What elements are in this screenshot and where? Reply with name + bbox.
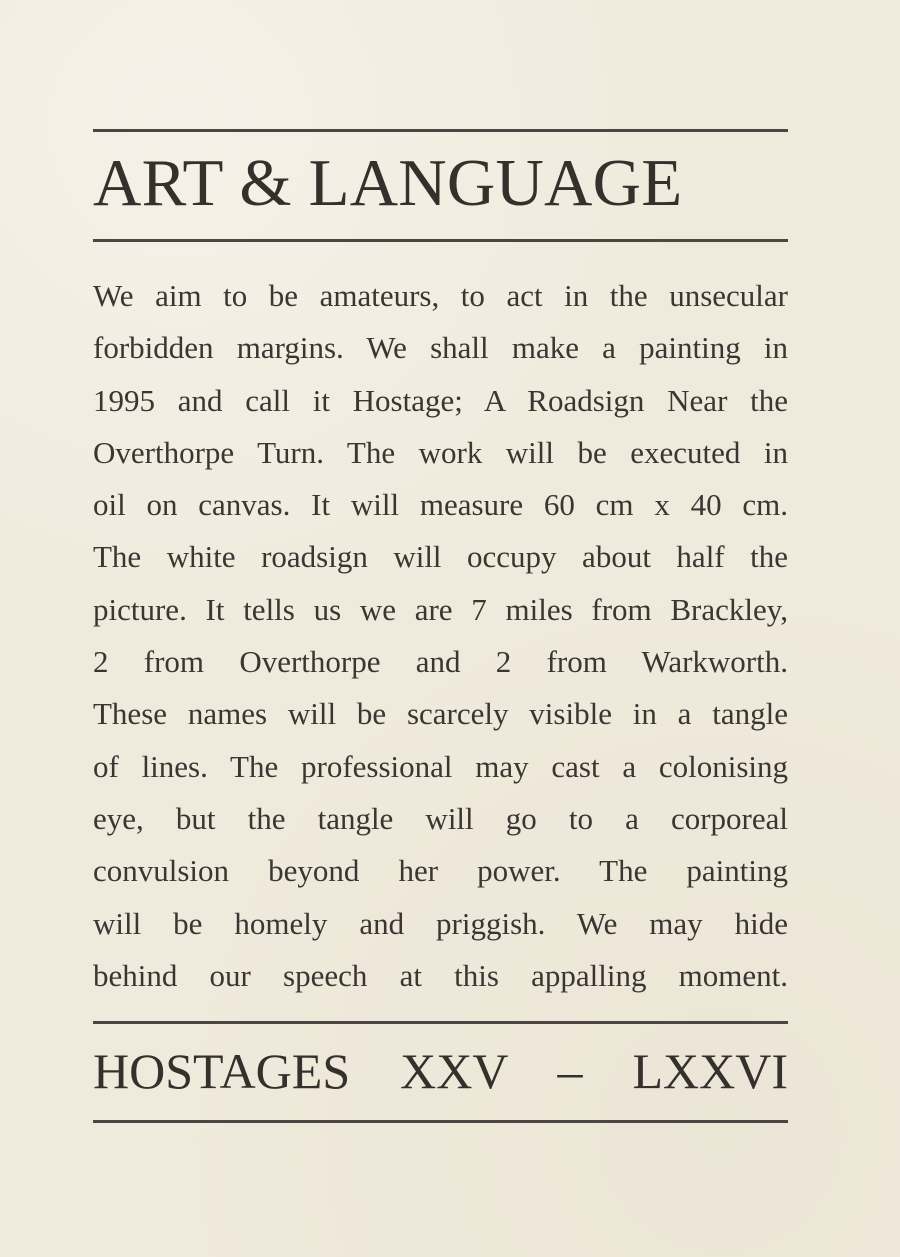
- body-text-block: [93, 270, 788, 1002]
- body-line: behind our speech at this appalling moment.: [93, 957, 788, 993]
- body-line: will be homely and priggish. We may hide: [93, 905, 788, 941]
- footer-top-rule: [93, 1021, 788, 1024]
- body-line: We aim to be amateurs, to act in the unsecular: [93, 278, 788, 313]
- top-rule: [93, 129, 788, 132]
- body-line: Overthorpe Turn. The work will be executed in: [93, 434, 788, 470]
- body-line: of lines. The professional may cast a colonising: [93, 748, 788, 784]
- body-line: These names will be scarcely visible in a tangle: [93, 696, 788, 732]
- body-line: 2 from Overthorpe and 2 from Warkworth.: [93, 644, 788, 680]
- body-line: oil on canvas. It will measure 60 cm x 40 cm.: [93, 487, 788, 523]
- body-line: 1995 and call it Hostage; A Roadsign Near the: [93, 382, 788, 418]
- footer-title: HOSTAGES XXV – LXXVI: [93, 1043, 788, 1099]
- title-bottom-rule: [93, 239, 788, 242]
- body-line: The white roadsign will occupy about half the: [93, 539, 788, 575]
- body-line: eye, but the tangle will go to a corporeal: [93, 800, 788, 836]
- page-title: ART & LANGUAGE: [93, 146, 683, 220]
- body-line: picture. It tells us we are 7 miles from Brackley,: [93, 591, 788, 627]
- body-line: forbidden margins. We shall make a painting in: [93, 330, 788, 366]
- body-line: convulsion beyond her power. The painting: [93, 853, 788, 889]
- bottom-rule: [93, 1120, 788, 1123]
